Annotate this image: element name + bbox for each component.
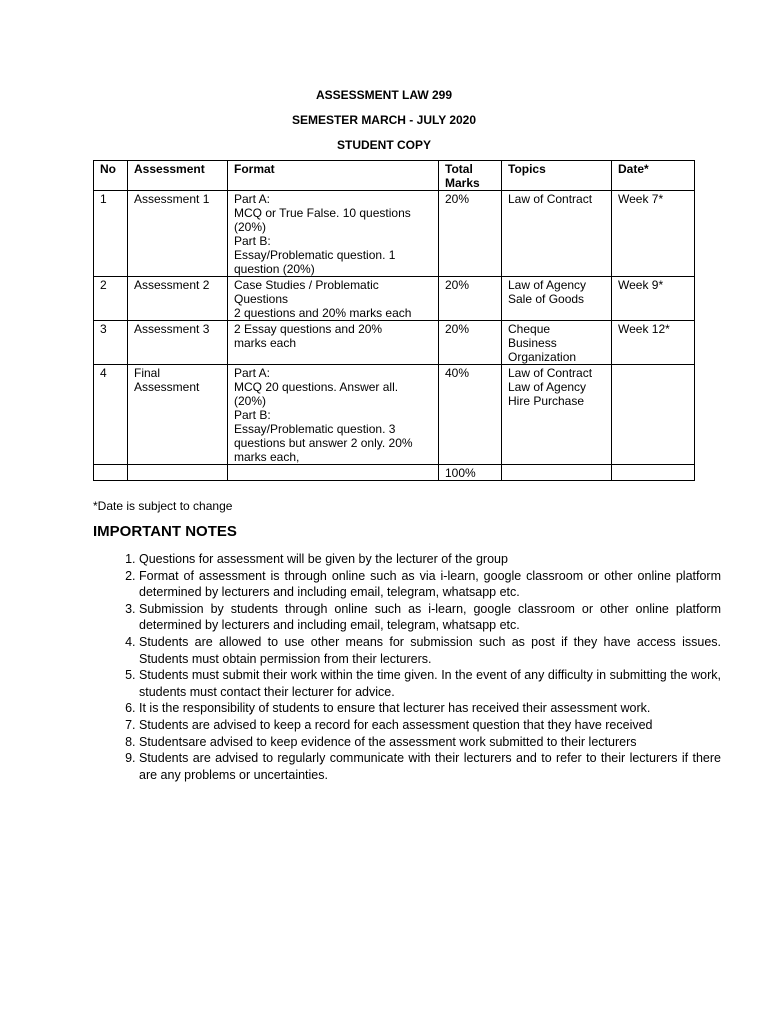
semester-heading: SEMESTER MARCH - JULY 2020 [291,113,477,127]
list-item: 2. Format of assessment is through online such as via i-learn, google classroom or other online platform determined by lecturers and including email, telegram, whatsapp etc. [139,568,721,601]
copy-label: STUDENT COPY [336,138,431,152]
blank-cell [612,465,695,481]
cell-topics: Cheque Business Organization [502,321,612,365]
cell-topics: Law of Contract Law of Agency Hire Purchase [502,365,612,465]
cell-no: 2 [94,277,128,321]
col-header-no: No [94,161,128,191]
cell-marks: 40% [439,365,502,465]
blank-cell [502,465,612,481]
table-header-row [94,161,695,191]
list-item: 8. Studentsare advised to keep evidence of the assessment work submitted to their lecturers [139,734,721,751]
total-marks-cell: 100% [439,465,502,481]
list-item: 3. Submission by students through online such as i-learn, google classroom or other online platform determined by lecturers and including email, telegram, whatsapp etc. [139,601,721,634]
cell-no: 4 [94,365,128,465]
col-header-total-marks: Total Marks [439,161,502,191]
cell-date [612,365,695,465]
cell-format: 2 Essay questions and 20% marks each [228,321,439,365]
list-item: 9. Students are advised to regularly communicate with their lecturers and to refer to their lecturers if there are any problems or uncertainties. [139,750,721,783]
list-item: 6. It is the responsibility of students to ensure that lecturer has received their assessment work. [139,700,721,717]
notes-list [93,551,721,783]
col-header-topics: Topics [502,161,612,191]
list-item: 1. Questions for assessment will be given by the lecturer of the group [139,551,721,568]
table-row [94,277,695,321]
table-row [94,191,695,277]
table-row [94,321,695,365]
cell-assessment: Assessment 2 [128,277,228,321]
list-item: 5. Students must submit their work within the time given. In the event of any difficulty in submitting the work, students must contact their lecturer for advice. [139,667,721,700]
blank-cell [94,465,128,481]
assessment-table [93,160,695,481]
total-row [94,465,695,481]
blank-cell [228,465,439,481]
date-footnote: *Date is subject to change [93,499,233,513]
cell-format: Part A: MCQ 20 questions. Answer all. (20%) Part B: Essay/Problematic question. 3 questions but answer 2 only. 20% marks each, [228,365,439,465]
notes-heading: IMPORTANT NOTES [93,523,237,540]
cell-date: Week 7* [612,191,695,277]
list-item: 4. Students are allowed to use other means for submission such as post if they have access issues. Students must obtain permission from their lecturers. [139,634,721,667]
list-item: 7. Students are advised to keep a record for each assessment question that they have received [139,717,721,734]
cell-marks: 20% [439,191,502,277]
cell-date: Week 9* [612,277,695,321]
col-header-format: Format [228,161,439,191]
cell-topics: Law of Agency Sale of Goods [502,277,612,321]
cell-assessment: Final Assessment [128,365,228,465]
blank-cell [128,465,228,481]
cell-assessment: Assessment 1 [128,191,228,277]
cell-format: Part A: MCQ or True False. 10 questions (20%) Part B: Essay/Problematic question. 1 question (20%) [228,191,439,277]
cell-marks: 20% [439,277,502,321]
cell-date: Week 12* [612,321,695,365]
cell-assessment: Assessment 3 [128,321,228,365]
cell-topics: Law of Contract [502,191,612,277]
table-row [94,365,695,465]
cell-no: 3 [94,321,128,365]
cell-format: Case Studies / Problematic Questions 2 questions and 20% marks each [228,277,439,321]
document-title: ASSESSMENT LAW 299 [315,88,453,102]
col-header-assessment: Assessment [128,161,228,191]
col-header-date: Date* [612,161,695,191]
cell-no: 1 [94,191,128,277]
cell-marks: 20% [439,321,502,365]
